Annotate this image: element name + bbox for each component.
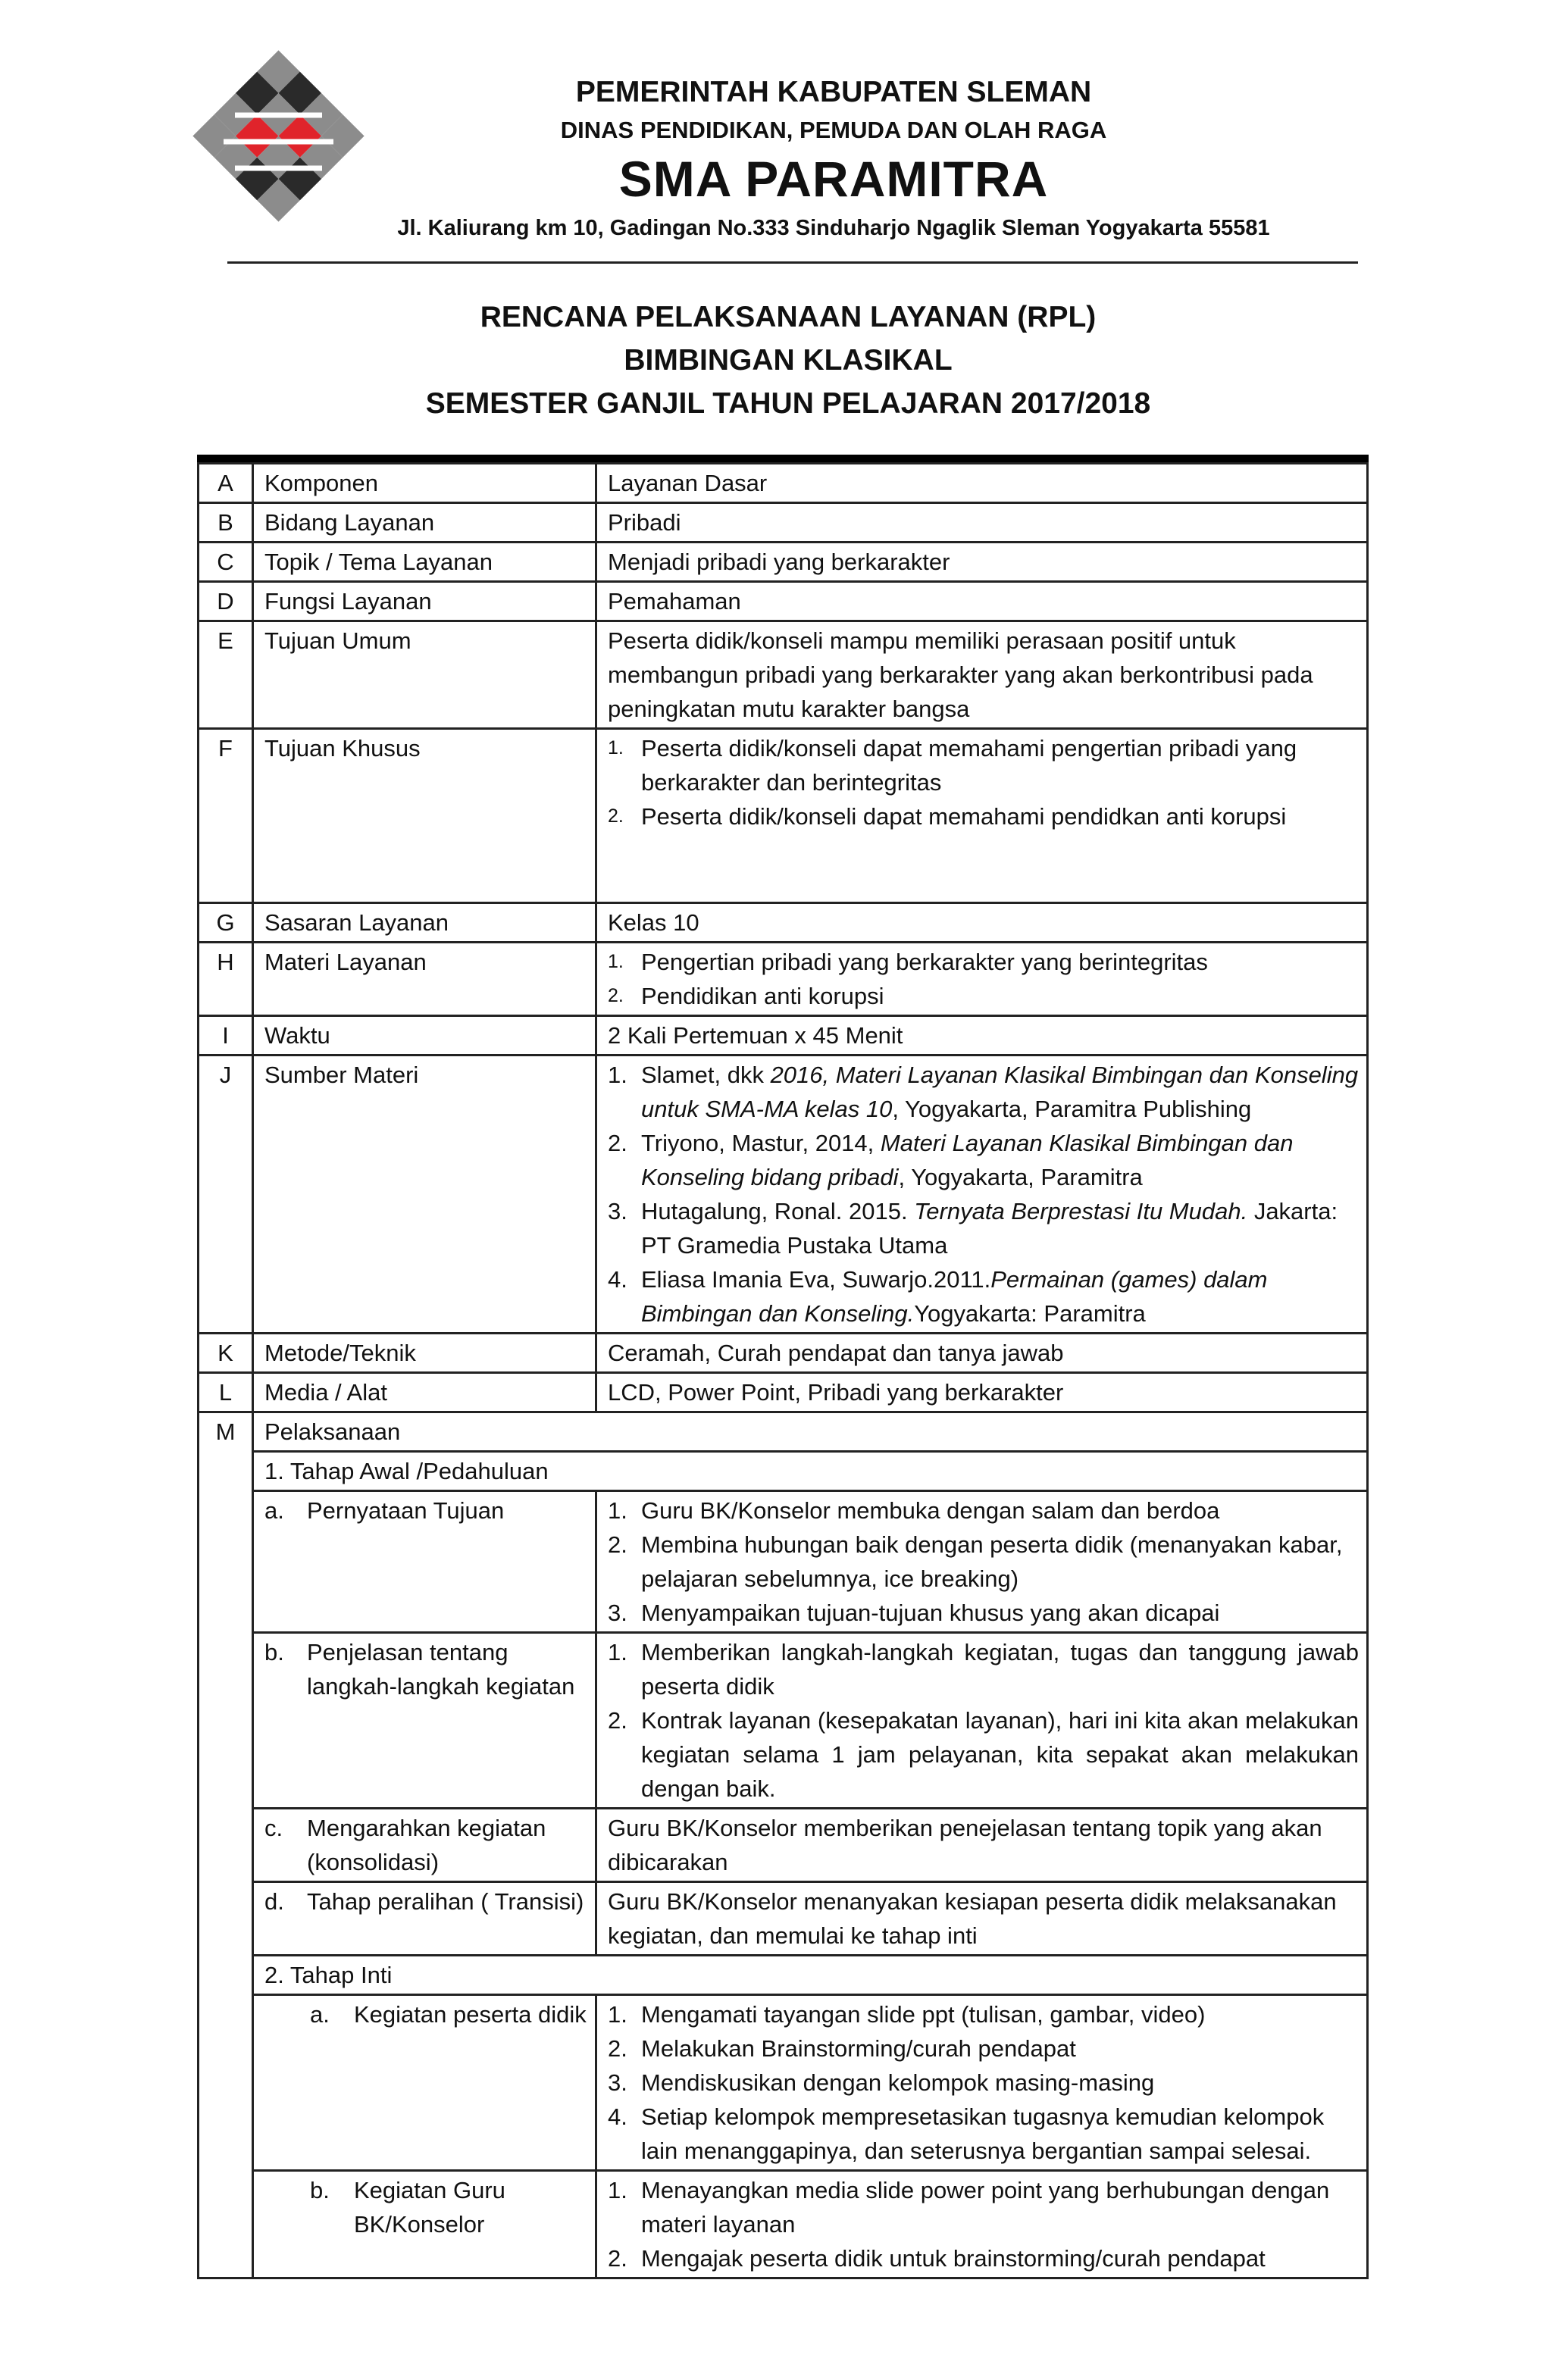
row-code: A (199, 464, 253, 503)
row-label: Waktu (253, 1016, 596, 1056)
row-value: 2 Kali Pertemuan x 45 Menit (596, 1016, 1368, 1056)
row-label: Pelaksanaan (253, 1412, 1368, 1452)
table-row (199, 543, 1368, 582)
step-label: a. Pernyataan Tujuan (253, 1491, 596, 1633)
school-address: Jl. Kaliurang km 10, Gadingan No.333 Sinduharjo Ngaglik Sleman Yogyakarta 55581 (397, 216, 1270, 240)
stage-heading: 2. Tahap Inti (253, 1956, 1368, 1995)
row-code: F (199, 729, 253, 903)
list-item: 1. Mengamati tayangan slide ppt (tulisan, gambar, video) (608, 2001, 1206, 2028)
table-row (199, 1452, 1368, 1491)
row-code: H (199, 943, 253, 1016)
list-item: 2. Triyono, Mastur, 2014, Materi Layanan Klasikal Bimbingan dan Konseling bidang pribadi, Yogyakarta, Paramitra (608, 1130, 1294, 1190)
row-label: Metode/Teknik (253, 1334, 596, 1373)
table-row (199, 1412, 1368, 1452)
row-code: M (199, 1412, 253, 2278)
row-value (596, 943, 1368, 1016)
table-row (199, 903, 1368, 943)
step-value (596, 2171, 1368, 2278)
department-name: DINAS PENDIDIKAN, PEMUDA DAN OLAH RAGA (560, 117, 1107, 143)
title-line-2: BIMBINGAN KLASIKAL (624, 344, 953, 377)
list-item: 4. Eliasa Imania Eva, Suwarjo.2011.Permainan (games) dalam Bimbingan dan Konseling.Yogyakarta: Paramitra (608, 1266, 1268, 1327)
row-code: I (199, 1016, 253, 1056)
table-row (199, 1995, 1368, 2171)
list-item: 3. Mendiskusikan dengan kelompok masing-masing (608, 2069, 1155, 2096)
step-label: b. Penjelasan tentang langkah-langkah kegiatan (253, 1633, 596, 1809)
row-label: Sumber Materi (253, 1056, 596, 1334)
row-value: Menjadi pribadi yang berkarakter (596, 543, 1368, 582)
table-row (199, 1633, 1368, 1809)
table-row (199, 1334, 1368, 1373)
row-code: D (199, 582, 253, 621)
table-row (199, 2171, 1368, 2278)
list-item: 2. Peserta didik/konseli dapat memahami pendidkan anti korupsi (608, 803, 1287, 830)
step-label: a. Kegiatan peserta didik (253, 1995, 596, 2171)
step-label: d. Tahap peralihan ( Transisi) (253, 1882, 596, 1956)
list-item: 2. Membina hubungan baik dengan peserta didik (menanyakan kabar, pelajaran sebelumnya, ice breaking) (608, 1531, 1343, 1592)
row-code: C (199, 543, 253, 582)
table-row (199, 1882, 1368, 1956)
list-item: 4. Setiap kelompok mempresetasikan tugasnya kemudian kelompok lain menanggapinya, dan seterusnya bergantian sampai selesai. (608, 2103, 1325, 2164)
document-title (227, 296, 1349, 425)
government-name: PEMERINTAH KABUPATEN SLEMAN (575, 76, 1092, 108)
table-row (199, 729, 1368, 903)
rpl-table (197, 455, 1369, 2279)
row-label: Topik / Tema Layanan (253, 543, 596, 582)
table-row (199, 1373, 1368, 1412)
list-item: 2. Mengajak peserta didik untuk brainstorming/curah pendapat (608, 2245, 1266, 2272)
row-code: L (199, 1373, 253, 1412)
row-value (596, 729, 1368, 903)
step-value (596, 1633, 1368, 1809)
list-item: 2. Kontrak layanan (kesepakatan layanan), hari ini kita akan melakukan kegiatan selama 1 jam pelayanan, kita sepakat akan melakukan dengan baik. (608, 1707, 1359, 1802)
row-label: Materi Layanan (253, 943, 596, 1016)
row-value: Kelas 10 (596, 903, 1368, 943)
table-row (199, 503, 1368, 543)
list-item: 1. Peserta didik/konseli dapat memahami pengertian pribadi yang berkarakter dan berintegritas (608, 735, 1297, 796)
list-item: 3. Hutagalung, Ronal. 2015. Ternyata Berprestasi Itu Mudah. Jakarta: PT Gramedia Pustaka Utama (608, 1198, 1338, 1259)
row-code: K (199, 1334, 253, 1373)
list-item: 2. Melakukan Brainstorming/curah pendapat (608, 2035, 1076, 2062)
row-code: G (199, 903, 253, 943)
row-label: Media / Alat (253, 1373, 596, 1412)
table-row (199, 1016, 1368, 1056)
table-row (199, 1491, 1368, 1633)
row-value: LCD, Power Point, Pribadi yang berkarakter (596, 1373, 1368, 1412)
list-item: 1. Menayangkan media slide power point yang berhubungan dengan materi layanan (608, 2177, 1330, 2238)
step-value: Guru BK/Konselor menanyakan kesiapan peserta didik melaksanakan kegiatan, dan memulai ke tahap inti (596, 1882, 1368, 1956)
row-label: Sasaran Layanan (253, 903, 596, 943)
table-row (199, 1956, 1368, 1995)
school-name: SMA PARAMITRA (618, 151, 1049, 207)
list-item: 1. Guru BK/Konselor membuka dengan salam dan berdoa (608, 1497, 1220, 1524)
list-item: 1. Slamet, dkk 2016, Materi Layanan Klasikal Bimbingan dan Konseling untuk SMA-MA kelas 10, Yogyakarta, Paramitra Publishing (608, 1062, 1359, 1122)
step-value: Guru BK/Konselor memberikan penejelasan tentang topik yang akan dibicarakan (596, 1809, 1368, 1882)
list-item: 2. Pendidikan anti korupsi (608, 983, 884, 1009)
table-row (199, 1056, 1368, 1334)
row-code: B (199, 503, 253, 543)
step-value (596, 1995, 1368, 2171)
row-code: E (199, 621, 253, 729)
list-item: 1. Pengertian pribadi yang berkarakter yang berintegritas (608, 949, 1208, 975)
row-code: J (199, 1056, 253, 1334)
row-label: Fungsi Layanan (253, 582, 596, 621)
row-value: Peserta didik/konseli mampu memiliki perasaan positif untuk membangun pribadi yang berkarakter yang akan berkontribusi pada peningkatan mutu karakter bangsa (596, 621, 1368, 729)
title-line-1: RENCANA PELAKSANAAN LAYANAN (RPL) (480, 301, 1097, 333)
table-row (199, 1809, 1368, 1882)
letterhead (227, 73, 1440, 247)
row-label: Tujuan Khusus (253, 729, 596, 903)
row-label: Komponen (253, 464, 596, 503)
table-row (199, 621, 1368, 729)
step-label: b. Kegiatan Guru BK/Konselor (253, 2171, 596, 2278)
row-value: Ceramah, Curah pendapat dan tanya jawab (596, 1334, 1368, 1373)
list-item: 3. Menyampaikan tujuan-tujuan khusus yang akan dicapai (608, 1600, 1220, 1626)
list-item: 1. Memberikan langkah-langkah kegiatan, tugas dan tanggung jawab peserta didik (608, 1639, 1359, 1700)
row-value: Pribadi (596, 503, 1368, 543)
row-label: Bidang Layanan (253, 503, 596, 543)
row-label: Tujuan Umum (253, 621, 596, 729)
title-line-3: SEMESTER GANJIL TAHUN PELAJARAN 2017/2018 (425, 387, 1151, 420)
row-value (596, 1056, 1368, 1334)
table-row (199, 464, 1368, 503)
table-row (199, 582, 1368, 621)
step-value (596, 1491, 1368, 1633)
table-row (199, 943, 1368, 1016)
stage-heading: 1. Tahap Awal /Pedahuluan (253, 1452, 1368, 1491)
row-value: Layanan Dasar (596, 464, 1368, 503)
letterhead-divider (227, 261, 1358, 264)
step-label: c. Mengarahkan kegiatan (konsolidasi) (253, 1809, 596, 1882)
row-value: Pemahaman (596, 582, 1368, 621)
